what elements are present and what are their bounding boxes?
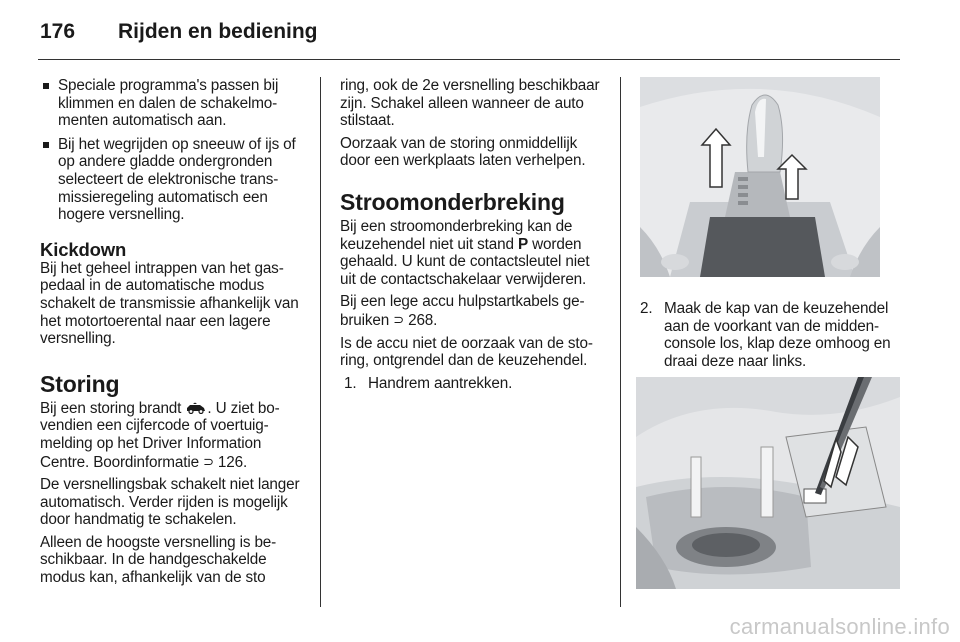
bullet-item: Bij het wegrijden op sneeuw of ijs of op andere gladde ondergronden selecteert de elektronische transmissieregeling automatisch een hogere versnelling. [40, 136, 308, 224]
transmission-warning-car-icon [185, 402, 207, 414]
bullet-square-icon [43, 142, 49, 148]
step-item: 2. Maak de kap van de keuzehendel aan de voorkant van de middenconsole los, klap deze omhoog en draai deze naar links. [640, 300, 891, 370]
stroom-paragraph-3: Is de accu niet de oorzaak van de storing, ontgrendel dan de keuzehendel. [340, 334, 593, 370]
kickdown-heading: Kickdown [40, 238, 127, 260]
header-rule [38, 59, 900, 60]
kickdown-text: Bij het geheel intrappen van het gaspedaal in de automatische modus schakelt de transmissie afhankelijk van het motortoerental naar een lagere versnelling. [40, 259, 299, 348]
column-right [640, 300, 902, 375]
column-middle [340, 77, 606, 397]
page-reference-icon: ⊃ [393, 311, 404, 327]
bullet-square-icon [43, 83, 49, 89]
stroom-paragraph-2: Bij een lege accu hulpstartkabels gebruiken ⊃ 268. [340, 293, 585, 329]
page-header [40, 20, 318, 46]
stroom-paragraph-1: Bij een stroomonderbreking kan de keuzehendel niet uit stand P worden gehaald. U kunt de contactsleutel niet uit de contactschakelaar verwijderen. [340, 217, 590, 288]
page-number: 176 [40, 20, 76, 43]
gear-selector-illustration [640, 77, 880, 277]
console-cover-illustration [636, 377, 900, 589]
bullet-item: Speciale programma's passen bij klimmen en dalen de schakelmomenten automatisch aan. [40, 77, 308, 130]
page-title: Rijden en bediening [118, 20, 318, 43]
storing-paragraph-3: Alleen de hoogste versnelling is beschikbaar. In de handgeschakelde modus kan, afhankelijk van de sto [40, 533, 277, 587]
stroomonderbreking-heading: Stroomonderbreking [340, 188, 565, 215]
storing-paragraph-2: De versnellingsbak schakelt niet langer automatisch. Verder rijden is mogelijk door handmatig te schakelen. [40, 476, 300, 529]
watermark: carmanualsonline.info [729, 614, 950, 639]
page-reference-icon: ⊃ [203, 453, 214, 469]
storing-paragraph-5: Oorzaak van de storing onmiddellijk door een werkplaats laten verhelpen. [340, 134, 586, 170]
column-left [40, 77, 308, 592]
step-item: 1. Handrem aantrekken. [344, 374, 513, 392]
column-divider [320, 77, 321, 607]
storing-heading: Storing [40, 370, 120, 397]
storing-paragraph-4: ring, ook de 2e versnelling beschikbaar zijn. Schakel alleen wanneer de auto stilstaat. [340, 77, 600, 130]
storing-paragraph-1: Bij een storing brandt . U ziet bovendien een cijfercode of voertuigmelding op het Driver Information Centre. Boordinformatie ⊃ 126. [40, 399, 280, 471]
column-divider [620, 77, 621, 607]
